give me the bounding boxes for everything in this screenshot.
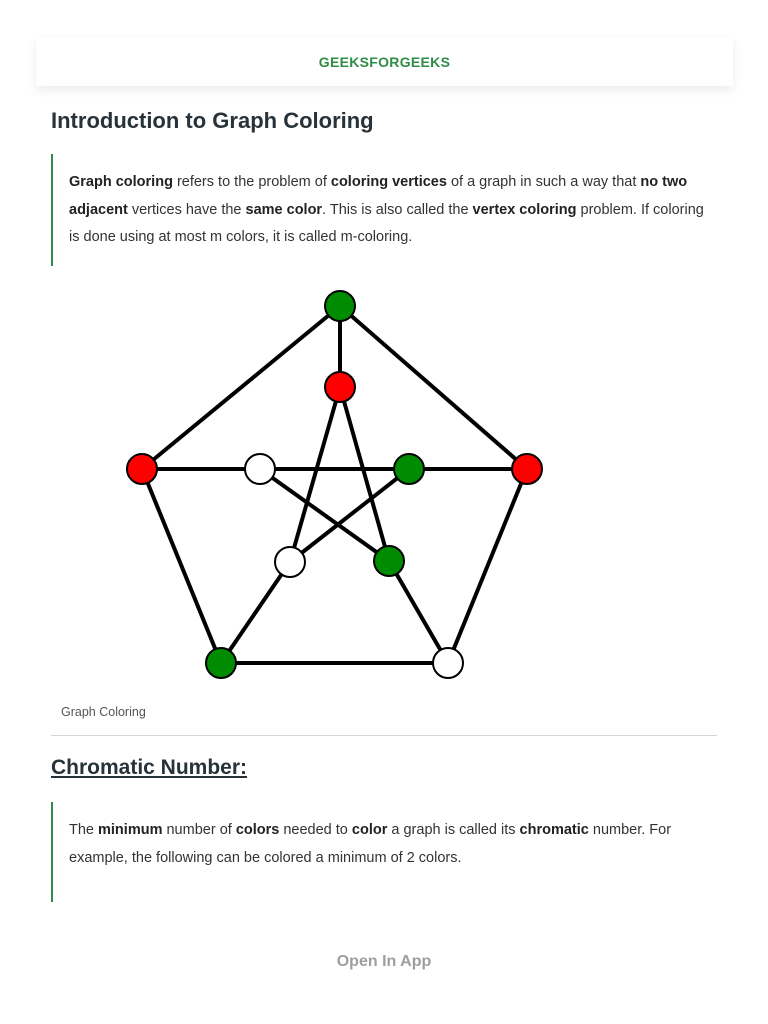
graph-vertices bbox=[127, 291, 542, 678]
intro-bold-text: no two adjacent bbox=[69, 174, 688, 218]
chromatic-bold-text: minimum bbox=[98, 822, 163, 838]
graph-vertex-outer-bottom-left bbox=[206, 648, 236, 678]
graph-vertex-inner-bottom-left bbox=[275, 547, 305, 577]
graph-edges bbox=[142, 306, 527, 663]
graph-vertex-outer-left bbox=[127, 454, 157, 484]
graph-vertex-inner-top bbox=[325, 372, 355, 402]
intro-text: refers to the problem of bbox=[172, 174, 331, 190]
figure-caption: Graph Coloring bbox=[61, 705, 146, 719]
graph-edge bbox=[389, 561, 448, 663]
graph-edge bbox=[290, 387, 340, 562]
chromatic-blockquote bbox=[51, 802, 711, 902]
section-heading-chromatic-number: Chromatic Number: bbox=[51, 756, 248, 779]
intro-text: of a graph in such a way that bbox=[446, 174, 641, 190]
graph-edge bbox=[340, 387, 389, 561]
graph-edge bbox=[260, 469, 389, 561]
chromatic-text: number. For example, the following can be colored a minimum of 2 colors. bbox=[69, 822, 672, 866]
intro-text: vertices have the bbox=[127, 201, 246, 218]
chromatic-bold-text: colors bbox=[235, 822, 280, 838]
chromatic-text: needed to bbox=[279, 822, 352, 838]
graph-edge bbox=[221, 562, 290, 663]
graph-edge bbox=[448, 469, 527, 663]
graph-vertex-inner-right bbox=[394, 454, 424, 484]
site-header bbox=[36, 38, 733, 86]
divider bbox=[51, 735, 717, 736]
graph-vertex-outer-right bbox=[512, 454, 542, 484]
chromatic-bold-text: chromatic bbox=[519, 822, 589, 838]
intro-bold-text: coloring vertices bbox=[330, 174, 447, 190]
page-title: Introduction to Graph Coloring bbox=[51, 108, 374, 133]
intro-text: problem. If coloring is done using at most m colors, it is called m-coloring. bbox=[69, 201, 704, 245]
graph-edge bbox=[340, 306, 527, 469]
graph-vertex-outer-top bbox=[325, 291, 355, 321]
open-in-app-button[interactable]: Open In App bbox=[336, 953, 432, 970]
site-logo-link[interactable]: GEEKSFORGEEKS bbox=[318, 54, 451, 70]
graph-vertex-outer-bottom-right bbox=[433, 648, 463, 678]
intro-bold-text: Graph coloring bbox=[69, 174, 173, 190]
intro-text: . This is also called the bbox=[322, 201, 473, 218]
chromatic-text: The bbox=[69, 822, 99, 838]
graph-vertex-inner-left bbox=[245, 454, 275, 484]
petersen-graph-image bbox=[120, 285, 550, 685]
intro-bold-text: vertex coloring bbox=[472, 201, 577, 218]
graph-vertex-inner-bottom-right bbox=[374, 546, 404, 576]
graph-edge bbox=[142, 306, 340, 469]
intro-bold-text: same color bbox=[245, 201, 323, 218]
intro-blockquote bbox=[51, 154, 711, 266]
chromatic-text: a graph is called its bbox=[387, 822, 520, 838]
chromatic-text: number of bbox=[162, 822, 236, 838]
chromatic-bold-text: color bbox=[351, 822, 388, 838]
graph-edge bbox=[142, 469, 221, 663]
